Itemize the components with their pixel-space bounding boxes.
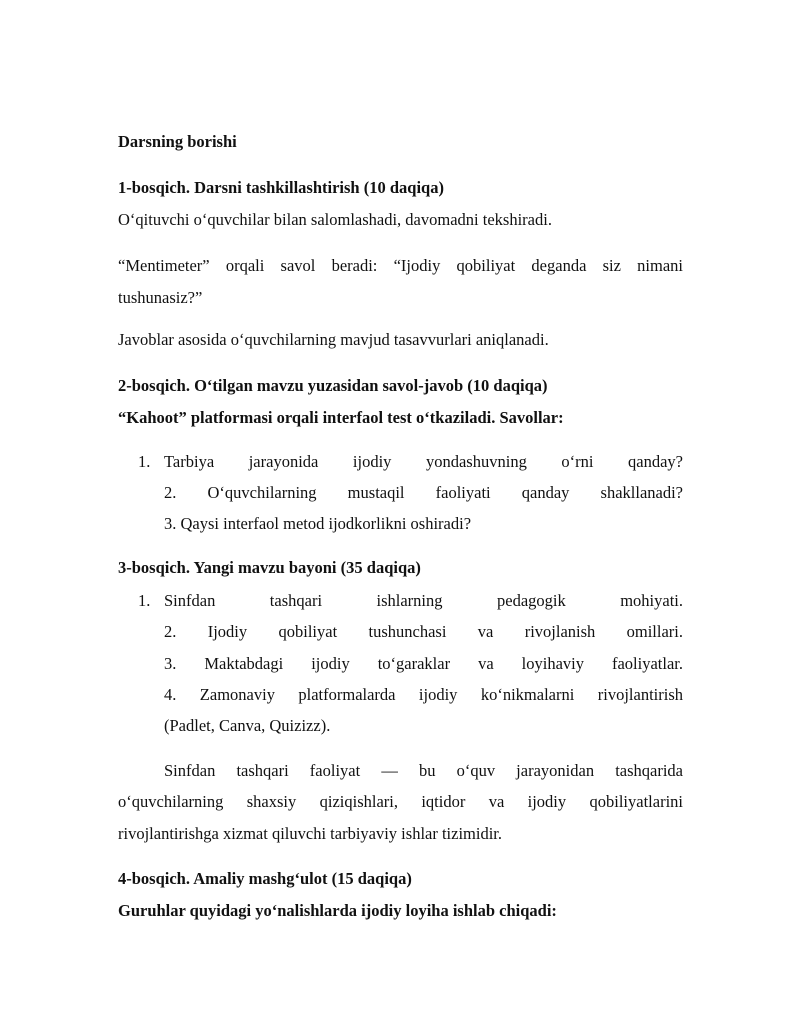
stage3-paragraph-line-1: Sinfdan tashqari faoliyat — bu o‘quv jarayonidan tashqarida <box>164 761 683 780</box>
stage3-item-4-line-2: (Padlet, Canva, Quizizz). <box>164 716 331 735</box>
stage3-list-number: 1. <box>138 591 151 610</box>
main-heading: Darsning borishi <box>118 132 237 151</box>
stage2-question-2: 2. O‘quvchilarning mustaqil faoliyati qanday shakllanadi? <box>164 483 683 502</box>
stage4-subtitle: Guruhlar quyidagi yo‘nalishlarda ijodiy loyiha ishlab chiqadi: <box>118 901 557 920</box>
stage2-question-3: 3. Qaysi interfaol metod ijodkorlikni oshiradi? <box>164 514 472 533</box>
stage3-paragraph-line-3: rivojlantirishga xizmat qiluvchi tarbiyaviy ishlar tizimidir. <box>118 824 503 843</box>
stage1-paragraph-2-line-1: “Mentimeter” orqali savol beradi: “Ijodiy qobiliyat deganda siz nimani <box>118 256 683 275</box>
stage3-item-3: 3. Maktabdagi ijodiy to‘garaklar va loyihaviy faoliyatlar. <box>164 654 683 673</box>
stage3-item-2: 2. Ijodiy qobiliyat tushunchasi va rivojlanish omillari. <box>164 622 683 641</box>
stage1-paragraph-2-line-2: tushunasiz?” <box>118 288 203 307</box>
stage3-title: 3-bosqich. Yangi mavzu bayoni (35 daqiqa) <box>118 558 421 577</box>
stage3-item-1: Sinfdan tashqari ishlarning pedagogik mohiyati. <box>164 591 683 610</box>
stage2-question-1: Tarbiya jarayonida ijodiy yondashuvning o‘rni qanday? <box>164 452 683 471</box>
stage3-paragraph-line-2: o‘quvchilarning shaxsiy qiziqishlari, iqtidor va ijodiy qobiliyatlarini <box>118 792 683 811</box>
stage2-list-number: 1. <box>138 452 151 471</box>
stage4-title: 4-bosqich. Amaliy mashg‘ulot (15 daqiqa) <box>118 869 412 888</box>
stage2-subtitle: “Kahoot” platformasi orqali interfaol test o‘tkaziladi. Savollar: <box>118 408 564 427</box>
stage1-title: 1-bosqich. Darsni tashkillashtirish (10 daqiqa) <box>118 178 444 197</box>
stage3-item-4-line-1: 4. Zamonaviy platformalarda ijodiy ko‘nikmalarni rivojlantirish <box>164 685 683 704</box>
stage2-title: 2-bosqich. O‘tilgan mavzu yuzasidan savol-javob (10 daqiqa) <box>118 376 548 395</box>
stage1-paragraph-3: Javoblar asosida o‘quvchilarning mavjud tasavvurlari aniqlanadi. <box>118 330 549 349</box>
stage1-paragraph-1: O‘qituvchi o‘quvchilar bilan salomlashadi, davomadni tekshiradi. <box>118 210 552 229</box>
